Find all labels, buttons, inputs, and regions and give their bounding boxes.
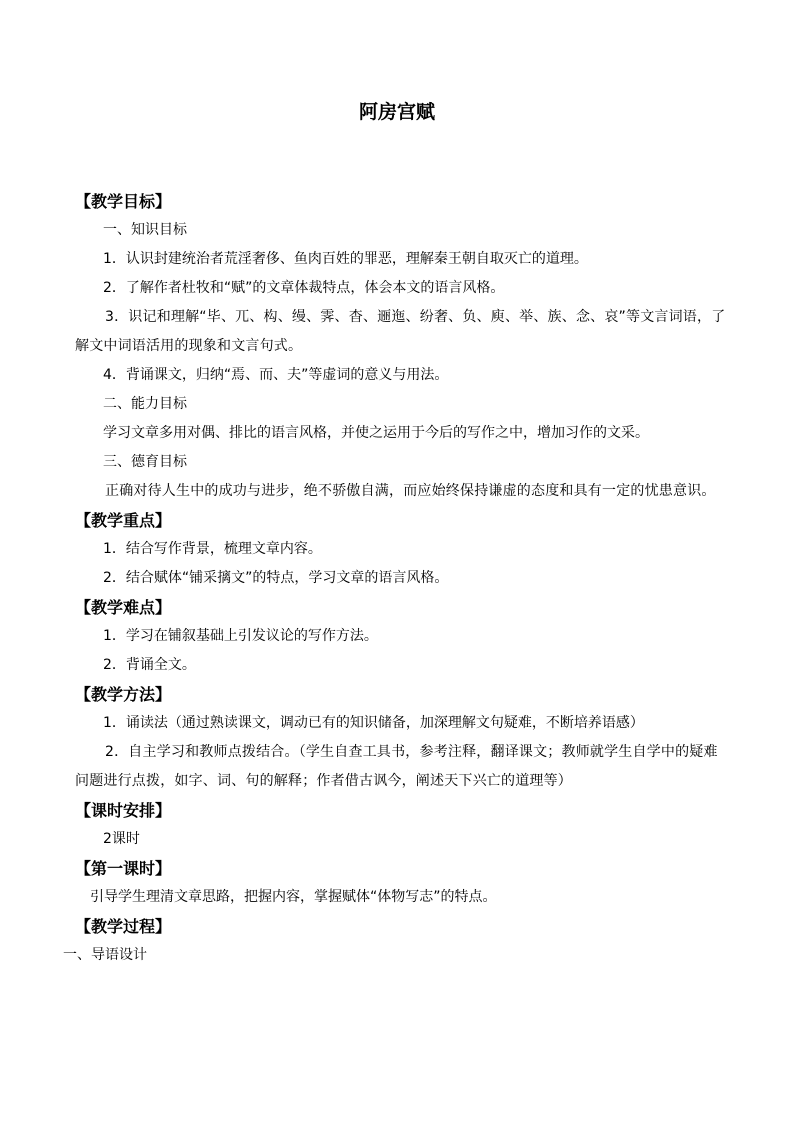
method-1: 1．诵读法（通过熟读课文，调动已有的知识储备，加深理解文句疑难，不断培养语感）	[103, 715, 644, 731]
key-point-1: 1．结合写作背景，梳理文章内容。	[103, 541, 322, 557]
moral-goals-text: 正确对待人生中的成功与进步，绝不骄傲自满，而应始终保持谦虚的态度和具有一定的忧患意识。	[105, 483, 716, 499]
schedule-text: 2课时	[103, 831, 140, 847]
document-title: 阿房宫赋	[358, 101, 435, 123]
knowledge-goals-label: 一、知识目标	[103, 222, 187, 238]
teaching-goals-heading: 【教学目标】	[75, 192, 172, 211]
methods-heading: 【教学方法】	[75, 685, 172, 704]
key-point-2: 2．结合赋体“铺采摛文”的特点，学习文章的语言风格。	[103, 570, 449, 586]
process-item-1: 一、导语设计	[63, 947, 147, 963]
difficulty-2: 2．背诵全文。	[103, 657, 196, 673]
schedule-heading: 【课时安排】	[75, 801, 172, 820]
difficulty-1: 1．学习在铺叙基础上引发议论的写作方法。	[103, 628, 378, 644]
key-points-heading: 【教学重点】	[75, 511, 172, 530]
document-body	[63, 187, 727, 970]
method-2: 2．自主学习和教师点拨结合。（学生自查工具书，参考注释，翻译课文；教师就学生自学中的疑难问题进行点拨，如字、词、句的解释；作者借古讽今，阐述天下兴亡的道理等）	[75, 744, 718, 789]
first-lesson-heading: 【第一课时】	[75, 859, 172, 878]
first-lesson-text: 引导学生理清文章思路，把握内容，掌握赋体“体物写志”的特点。	[90, 889, 497, 905]
ability-goals-label: 二、能力目标	[103, 396, 187, 412]
ability-goals-text: 学习文章多用对偶、排比的语言风格，并使之运用于今后的写作之中，增加习作的文采。	[103, 425, 649, 441]
difficulties-heading: 【教学难点】	[75, 598, 172, 617]
knowledge-item-3: 3．识记和理解“毕、兀、构、缦、霁、杳、逦迤、纷奢、负、庾、举、族、念、哀”等文言词语，了解文中词语活用的现象和文言句式。	[75, 309, 726, 354]
knowledge-item-1: 1．认识封建统治者荒淫奢侈、鱼肉百姓的罪恶，理解秦王朝自取灭亡的道理。	[103, 251, 588, 267]
process-heading: 【教学过程】	[75, 917, 172, 936]
moral-goals-label: 三、德育目标	[103, 454, 187, 470]
knowledge-item-4: 4．背诵课文，归纳“焉、而、夫”等虚词的意义与用法。	[103, 367, 449, 383]
knowledge-item-2: 2．了解作者杜牧和“赋”的文章体裁特点，体会本文的语言风格。	[103, 280, 505, 296]
